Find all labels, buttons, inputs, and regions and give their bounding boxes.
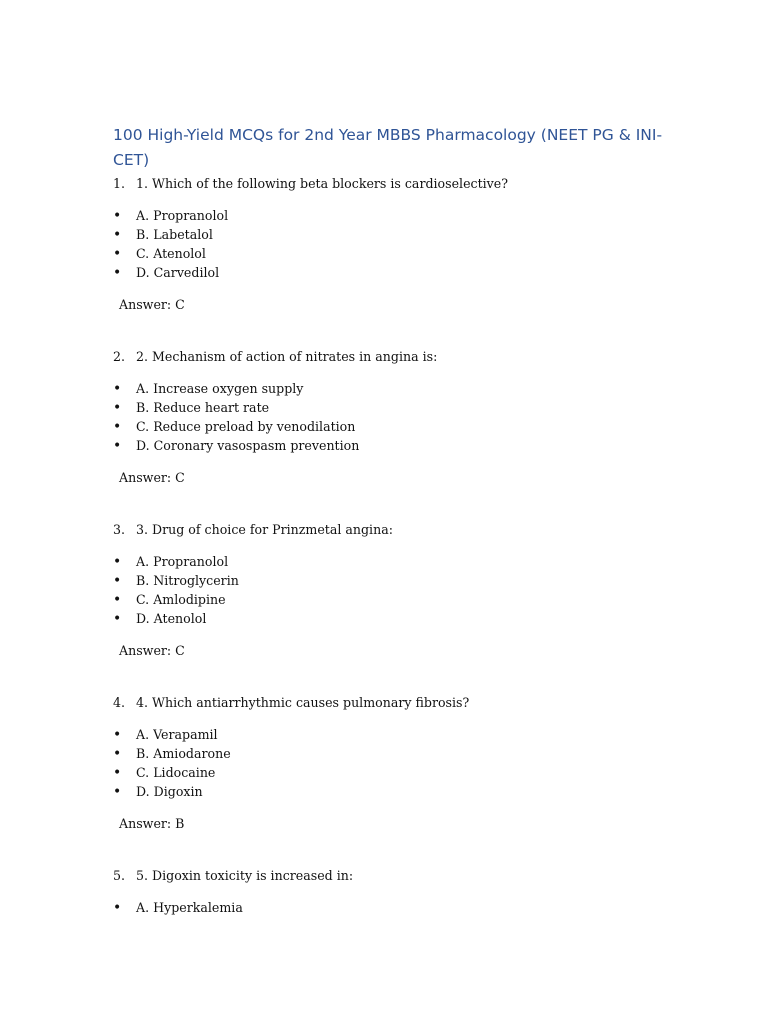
option-b xyxy=(113,226,213,244)
bullet-icon: • xyxy=(113,554,122,570)
option-a xyxy=(113,207,228,225)
option-d xyxy=(113,437,359,455)
option-text: D. Coronary vasospasm prevention xyxy=(136,438,360,453)
bullet-icon: • xyxy=(113,381,122,397)
bullet-icon: • xyxy=(113,765,122,781)
option-text: A. Propranolol xyxy=(136,208,229,223)
option-text: B. Amiodarone xyxy=(136,746,231,761)
option-text: C. Atenolol xyxy=(136,246,206,261)
question-text: 1. Which of the following beta blockers is cardioselective? xyxy=(136,176,508,191)
question-text: 2. Mechanism of action of nitrates in angina is: xyxy=(136,349,438,364)
bullet-icon: • xyxy=(113,900,122,916)
question-3-stem xyxy=(113,521,393,539)
bullet-icon: • xyxy=(113,419,122,435)
bullet-icon: • xyxy=(113,438,122,454)
bullet-icon: • xyxy=(113,246,122,262)
question-text: 4. Which antiarrhythmic causes pulmonary fibrosis? xyxy=(136,695,470,710)
answer-line: Answer: C xyxy=(119,297,185,312)
question-4-stem xyxy=(113,694,469,712)
answer-line: Answer: B xyxy=(119,816,185,831)
question-number: 2. xyxy=(113,349,126,364)
option-text: B. Nitroglycerin xyxy=(136,573,239,588)
option-a xyxy=(113,380,303,398)
option-b xyxy=(113,745,231,763)
bullet-icon: • xyxy=(113,611,122,627)
bullet-icon: • xyxy=(113,400,122,416)
bullet-icon: • xyxy=(113,208,122,224)
option-c xyxy=(113,245,206,263)
question-1-stem xyxy=(113,175,508,193)
question-5-stem xyxy=(113,867,353,885)
bullet-icon: • xyxy=(113,227,122,243)
option-text: D. Digoxin xyxy=(136,784,203,799)
option-c xyxy=(113,418,355,436)
option-a xyxy=(113,726,218,744)
option-text: C. Lidocaine xyxy=(136,765,216,780)
option-text: A. Verapamil xyxy=(136,727,218,742)
option-text: A. Increase oxygen supply xyxy=(136,381,304,396)
bullet-icon: • xyxy=(113,746,122,762)
document-title: 100 High-Yield MCQs for 2nd Year MBBS Pharmacology (NEET PG & INI-CET) xyxy=(113,126,663,169)
question-text: 5. Digoxin toxicity is increased in: xyxy=(136,868,354,883)
bullet-icon: • xyxy=(113,265,122,281)
option-d xyxy=(113,264,219,282)
question-2-stem xyxy=(113,348,437,366)
option-c xyxy=(113,591,226,609)
option-text: D. Atenolol xyxy=(136,611,207,626)
option-text: D. Carvedilol xyxy=(136,265,220,280)
option-d xyxy=(113,610,206,628)
bullet-icon: • xyxy=(113,727,122,743)
option-b xyxy=(113,399,269,417)
option-text: B. Reduce heart rate xyxy=(136,400,270,415)
option-text: A. Propranolol xyxy=(136,554,229,569)
option-text: C. Amlodipine xyxy=(136,592,226,607)
option-b xyxy=(113,572,239,590)
question-number: 5. xyxy=(113,868,126,883)
question-number: 3. xyxy=(113,522,126,537)
option-a xyxy=(113,553,228,571)
answer-line: Answer: C xyxy=(119,470,185,485)
question-number: 4. xyxy=(113,695,126,710)
question-text: 3. Drug of choice for Prinzmetal angina: xyxy=(136,522,393,537)
option-text: A. Hyperkalemia xyxy=(136,900,243,915)
question-number: 1. xyxy=(113,176,126,191)
bullet-icon: • xyxy=(113,573,122,589)
bullet-icon: • xyxy=(113,592,122,608)
option-d xyxy=(113,783,203,801)
answer-line: Answer: C xyxy=(119,643,185,658)
bullet-icon: • xyxy=(113,784,122,800)
option-c xyxy=(113,764,215,782)
option-a xyxy=(113,899,243,917)
option-text: C. Reduce preload by venodilation xyxy=(136,419,356,434)
option-text: B. Labetalol xyxy=(136,227,213,242)
